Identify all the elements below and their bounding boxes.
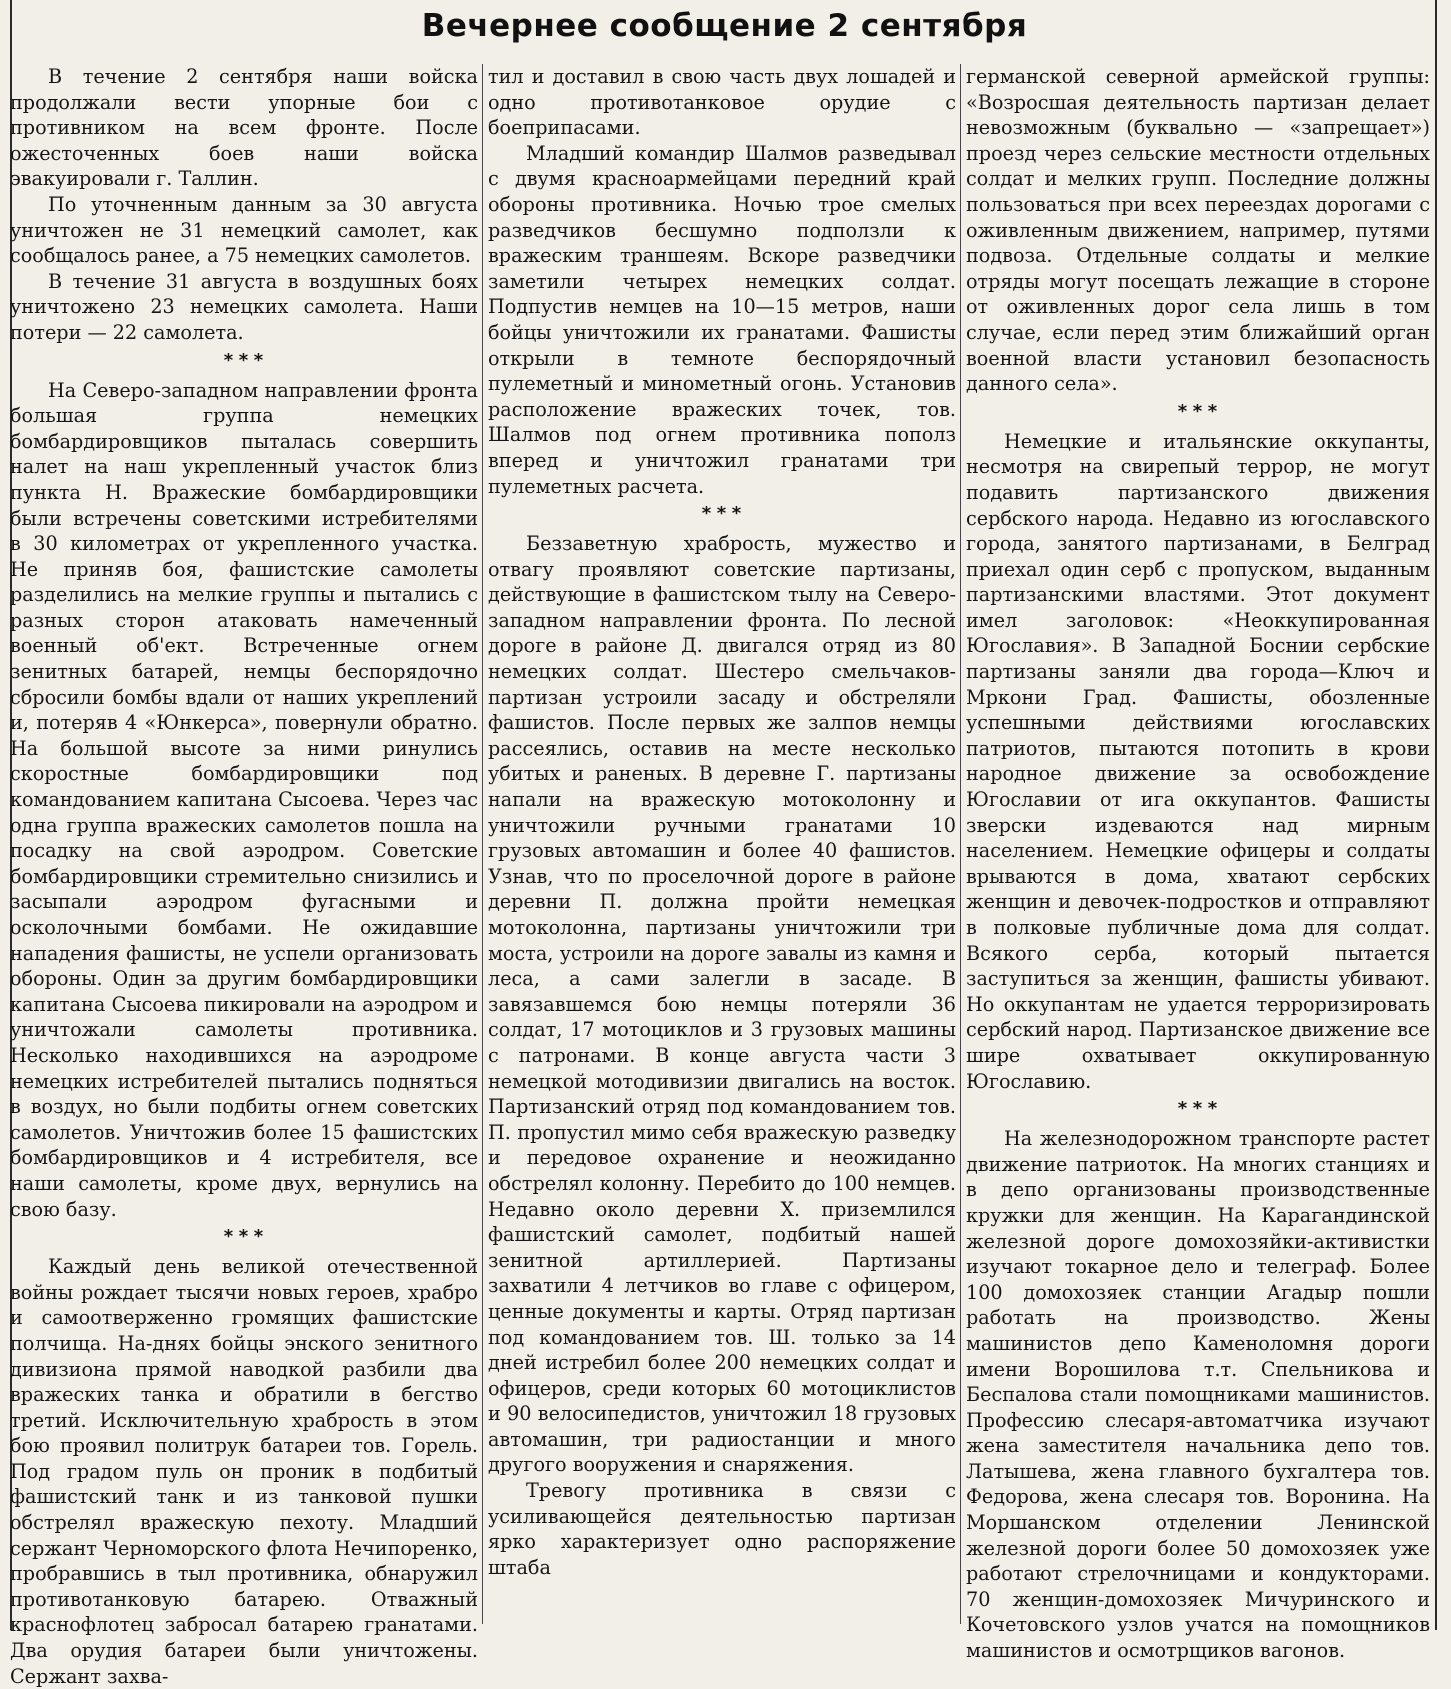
article-headline: Вечернее сообщение 2 сентября bbox=[421, 8, 1028, 44]
section-separator: * * * bbox=[223, 1226, 265, 1248]
paragraph: В течение 2 сентября наши войска продолжали вести упорные бои с противником на всем фронте. После ожесточенных боев наши войска эвакуировали г. Таллин. bbox=[10, 65, 478, 191]
column-rule bbox=[960, 64, 961, 1624]
paragraph: В течение 31 августа в воздушных боях уничтожено 23 немецких самолета. Наши потери — 22 самолета. bbox=[10, 269, 478, 344]
section-separator: * * * bbox=[1177, 1098, 1219, 1120]
section-separator: * * * bbox=[701, 503, 743, 525]
column-1 bbox=[10, 64, 478, 1688]
section-separator: * * * bbox=[223, 349, 265, 371]
paragraph: Тревогу противника в связи с усиливающейся деятельностью партизан ярко характеризует одно распоряжение штаба bbox=[488, 1479, 956, 1579]
column-3 bbox=[966, 64, 1430, 1663]
column-rule bbox=[482, 64, 483, 1624]
paragraph: Беззаветную храбрость, мужество и отвагу проявляют советские партизаны, действующие в фашистском тылу на Северо-западном направлении фронта. По лесной дороге в районе Д. двигался отряд из 80 немецких солдат. Шестеро смельчаков-партизан устроили засаду и обстреляли фашистов. После первых же залпов немцы рассеялись, оставив на месте несколько убитых и раненых. В деревне Г. партизаны напали на вражескую мотоколонну и уничтожили ручными гранатами 10 грузовых автомашин и более 40 фашистов. Узнав, что по проселочной дороге в районе деревни П. должна пройти немецкая мотоколонна, партизаны уничтожили три моста, устроили на дороге завалы из камня и леса, а сами залегли в засаде. В завязавшемся бою немцы потеряли 36 солдат, 17 мотоциклов и 3 грузовых машины с патронами. В конце августа части 3 немецкой мотодивизии двигались на восток. Партизанский отряд под командованием тов. П. пропустил мимо себя вражескую разведку и передовое охранение и неожиданно обстрелял колонну. Перебито до 100 немцев. Недавно около деревни Х. приземлился фашистский самолет, подбитый нашей зенитной артиллерией. Партизаны захватили 4 летчиков во главе с офицером, ценные документы и карты. Отряд партизан под командованием тов. Ш. только за 14 дней истребил более 200 немецких солдат и офицеров, среди которых 60 мотоциклистов и 90 велосипедистов, уничтожил 18 грузовых автомашин, три радиостанции и много другого вооружения и снаряжения. bbox=[488, 532, 956, 1477]
paragraph: Каждый день великой отечественной войны рождает тысячи новых героев, храбро и самоотверженно громящих фашистские полчища. На-днях бойцы энского зенитного дивизиона прямой наводкой разбили два вражеских танка и обратили в бегство третий. Исключительную храбрость в этом бою проявил политрук батареи тов. Горель. Под градом пуль он проник в подбитый фашистский танк и из танковой пушки обстрелял вражескую пехоту. Младший сержант Черноморского флота Нечипоренко, пробравшись в тыл противника, обнаружил противотанковую батарею. Отважный краснофлотец забросал батарею гранатами. Два орудия батареи были уничтожены. Сержант захва- bbox=[10, 1255, 478, 1688]
paragraph: Младший командир Шалмов разведывал с двумя красноармейцами передний край обороны противника. Ночью трое смелых разведчиков бесшумно подползли к вражеским траншеям. Вскоре разведчики заметили четырех немецких солдат. Подпустив немцев на 10—15 метров, наши бойцы уничтожили их гранатами. Фашисты открыли в темноте беспорядочный пулеметный и минометный огонь. Установив расположение вражеских точек, тов. Шалмов под огнем противника пополз вперед и уничтожил гранатами три пулеметных расчета. bbox=[488, 141, 956, 498]
section-separator: * * * bbox=[1177, 400, 1219, 422]
continued-paragraph: германской северной армейской группы: «Возросшая деятельность партизан делает невозможным (буквально — «запрещает») проезд через сельские местности отдельных солдат и мелких групп. Последние должны пользоваться при всех переездах дорогами с оживленным движением, например, путями подвоза. Отдельные солдаты и мелкие отряды могут посещать лежащие в стороне от оживленных дорог села лишь в том случае, если перед этим ближайший орган военной власти установил безопасность данного села». bbox=[966, 65, 1430, 396]
column-2 bbox=[488, 64, 956, 1624]
paragraph: Немецкие и итальянские оккупанты, несмотря на свирепый террор, не могут подавить партизанского движения сербского народа. Недавно из югославского города, занятого партизанами, в Белград приехал один серб с пропуском, выданным партизанскими властями. Этот документ имел заголовок: «Неоккупированная Югославия». В Западной Боснии сербские партизаны заняли два города—Ключ и Мркони Град. Фашисты, обозленные успешными действиями югославских патриотов, пытаются потопить в крови народное движение за освобождение Югославии от ига оккупантов. Фашисты зверски издеваются над мирным населением. Немецкие офицеры и солдаты врываются в дома, хватают сербских женщин и девочек-подростков и отправляют в полковые публичные дома для солдат. Всякого серба, который пытается заступиться за женщин, фашисты убивают. Но оккупантам не удается терроризировать сербский народ. Партизанское движение все шире охватывает оккупированную Югославию. bbox=[966, 429, 1430, 1093]
continued-paragraph: тил и доставил в свою часть двух лошадей и одно противотанковое орудие с боеприпасами. bbox=[488, 65, 956, 140]
right-page-edge bbox=[1435, 0, 1451, 1630]
paragraph: На Северо-западном направлении фронта большая группа немецких бомбардировщиков пыталась совершить налет на наш укрепленный участок близ пункта Н. Вражеские бомбардировщики были встречены советскими истребителями в 30 километрах от укрепленного участка. Не приняв боя, фашистские самолеты разделились на мелкие группы и пытались с разных сторон атаковать намеченный военный об'ект. Встреченные огнем зенитных батарей, немцы беспорядочно сбросили бомбы вдали от наших укреплений и, потеряв 4 «Юнкерса», повернули обратно. На большой высоте за ними ринулись скоростные бомбардировщики под командованием капитана Сысоева. Через час одна группа вражеских самолетов пошла на посадку на свой аэродром. Советские бомбардировщики стремительно снизились и засыпали аэродром фугасными и осколочными бомбами. Не ожидавшие нападения фашисты, не успели организовать обороны. Один за другим бомбардировщики капитана Сысоева пикировали на аэродром и уничтожали самолеты противника. Несколько находившихся на аэродроме немецких истребителей пытались подняться в воздух, но были подбиты огнем советских самолетов. Уничтожив более 15 фашистских бомбардировщиков и 4 истребителя, все наши самолеты, кроме двух, вернулись на свою базу. bbox=[10, 378, 478, 1221]
paragraph: По уточненным данным за 30 августа уничтожен не 31 немецкий самолет, как сообщалось ранее, а 75 немецких самолетов. bbox=[10, 192, 478, 268]
paragraph: На железнодорожном транспорте растет движение патриоток. На многих станциях и в депо организованы производственные кружки для женщин. На Карагандинской железной дороге домохозяйки-активистки изучают токарное дело и телеграф. Более 100 домохозяек станции Агадыр пошли работать на производство. Жены машинистов депо Каменоломня дороги имени Ворошилова т.т. Спельникова и Беспалова стали помощниками машинистов. Профессию слесаря-автоматчика изучают жена заместителя начальника депо тов. Латышева, жена главного бухгалтера тов. Федорова, жена слесаря тов. Воронина. На Моршанском отделении Ленинской железной дороги более 50 домохозяек уже работают стрелочницами и кондукторами. 70 женщин-домохозяек Мичуринского и Кочетовского узлов учатся на помощников машинистов и осмотрщиков вагонов. bbox=[966, 1127, 1430, 1663]
